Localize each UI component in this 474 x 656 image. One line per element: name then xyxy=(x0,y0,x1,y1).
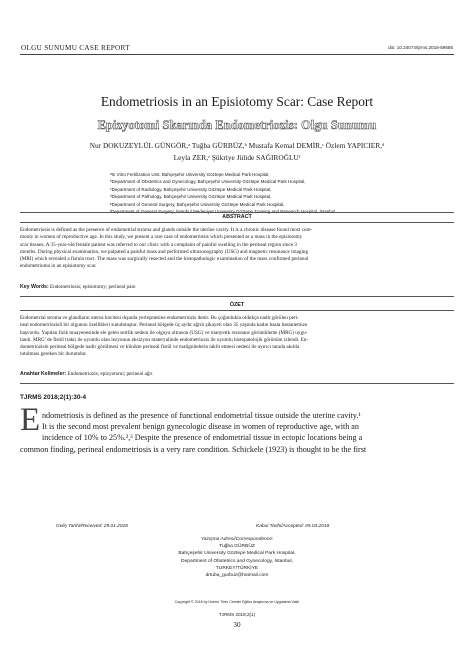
keywords-label: Key Words: xyxy=(20,284,49,290)
drop-cap: E xyxy=(20,402,41,438)
ozet-keywords xyxy=(20,371,454,377)
abstract-line: monly in women of reproductive age. In this study, we present a rare case of endometriosis which presented as a mass in the episiotomy xyxy=(20,234,303,241)
title-english: Endometriosis in an Episiotomy Scar: Case Report xyxy=(100,94,374,109)
header-rule xyxy=(20,54,454,55)
body-line: It is the second most prevalent benign gynecologic disease in women of reproductive age, with an xyxy=(42,422,359,432)
abstract-line: months. During physical examination, we palpated a painful mass and performed ultrasonography (USG) and magnetic resonance imaging xyxy=(20,248,309,255)
abstract-top-rule xyxy=(20,212,454,213)
received-date: Geliş Tarihi/Received: 29.01.2018 xyxy=(56,524,128,529)
body-paragraph xyxy=(20,410,454,455)
affiliation: ᶜDepartment of Radiology, Bahçeşehir University Göztepe Medical Park Hospital, xyxy=(110,186,272,192)
title-turkish: Epizyotomi Skarında Endometriozis: Olgu Sunumu xyxy=(97,118,377,132)
affiliation: ᵃIn Vitro Fertilization Unit, Bahçeşehir University Göztepe Medical Park Hospital, xyxy=(110,172,270,177)
ozet-bottom-rule xyxy=(20,383,454,384)
affiliation: ᵉDepartment of General Surgery, Bahçeşehir University Göztepe Medical Park Hospital, xyxy=(110,201,285,207)
ozet-heading-rule xyxy=(20,310,454,311)
ozet-line: neal endometriozisli bir olgunun özellikleri sunulmuştur. Perineal bölgede üç aydır ağrılı şikayeti olan 35 yaşında kadın hasta hastanemize xyxy=(20,322,308,329)
keywords xyxy=(20,284,454,290)
author-line-1: Nur DOKUZEYLÜL GÜNGÖR,ᵃ Tuğba GÜRBÜZ,ᵇ Mustafa Kemal DEMİR,ᶜ Özlem YAPICIER,ᵈ xyxy=(89,141,385,150)
abstract-heading: ABSTRACT xyxy=(222,214,252,220)
accepted-date: Kabul Tarihi/Accepted: 05.03.2018 xyxy=(256,524,330,529)
body-line: ndometriosis is defined as the presence of functional endometrial tissue outside the uterine cavity.¹ xyxy=(42,411,361,420)
ozet-keywords-label: Anahtar Kelimeler: xyxy=(20,371,67,377)
correspondence-name: Tuğba GÜRBÜZ xyxy=(219,544,255,550)
ozet-line: başvurdu. Yapılan fizik muayenesinde ele gelen sertlik nedeni ile olguya ultrason (USG) ve manyetik rezonans görüntüleme (MRG) uygu- xyxy=(20,329,308,336)
abstract-line: scar tissues. A 35-year-old female patient was referred to our clinic with a complaint of painful swelling in the perineal region since 3 xyxy=(20,241,297,248)
affiliation: ᶠDepartment of General Surgery, İstanbul Medeniyet University Göztepe Training and Research Hospital, İstanbul xyxy=(110,209,336,215)
keywords-value: Endometriosis; episiotomy; perineal pain xyxy=(48,284,136,290)
abstract-bottom-rule xyxy=(20,296,454,297)
affiliations xyxy=(110,171,420,215)
affiliation: ᵈDepartment of Pathology, Bahçeşehir University Göztepe Medical Park Hospital, xyxy=(110,194,272,200)
ozet-line: tutulması gereken bir durumdur. xyxy=(20,351,87,358)
page-number: 30 xyxy=(233,621,241,629)
affiliation: ᵇDepartment of Obstetrics and Gynecology, Bahçeşehir University Göztepe Medical Park Hospital, xyxy=(110,179,306,185)
correspondence-email[interactable]: drtuba_gurbuz@hotmail.com xyxy=(205,573,269,579)
abstract-body xyxy=(20,227,454,271)
correspondence-line: Bahçeşehir University Göztepe Medical Park Hospital, xyxy=(178,551,296,557)
abstract-line: (MRI) which revealed a fistula tract. The mass was surgically resected and the histopathologic examination of the mass confirmed perineal xyxy=(20,256,309,263)
author-line-2: Leyla ZER,ᵉ Şükriye Jülide SAĞIROĞLUᶠ xyxy=(173,152,301,162)
correspondence-line: TURKEY/TÜRKİYE xyxy=(215,565,259,571)
body-line: incidence of 10% to 25%.²,³ Despite the presence of endometrial tissue in ectopic locations being a xyxy=(42,433,363,443)
body-line: common finding, perineal endometriosis is a very rare condition. Schickele (1923) is thought to be the first xyxy=(20,444,367,454)
ozet-body xyxy=(20,315,454,359)
journal-citation: TJRMS 2018;2(1):30-4 xyxy=(20,394,87,401)
journal-footer: TJRMS 2018;2(1) xyxy=(218,612,256,617)
section-label: OLGU SUNUMU CASE REPORT xyxy=(21,44,130,52)
correspondence-label: Yazışma Adresi/Correspondence: xyxy=(200,537,274,542)
abstract-heading-rule xyxy=(20,222,454,223)
ozet-keywords-value: Endometriozis; epizyotomi; perineal ağrı xyxy=(66,371,153,377)
copyright: Copyright © 2018 by Üreme Tıbbı Cerrahi Eğitim Araştırma ve Uygulama Vakfı xyxy=(174,600,300,604)
ozet-heading: ÖZET xyxy=(229,302,245,308)
correspondence-block xyxy=(0,536,474,579)
doi: doi: 10.24074/tjrms.2018-59685 xyxy=(388,45,453,50)
correspondence-line: Department of Obstetrics and Gynecology, İstanbul, xyxy=(181,558,293,564)
abstract-line: endometrioma in an episiotomy scar. xyxy=(20,263,97,270)
abstract-line: Endometriosis is defined as the presence of endometrial stroma and glands outside the uterine cavity. It is a chronic disease found most com- xyxy=(20,227,313,233)
author-list xyxy=(0,140,474,163)
ozet-line: dometriozisin perineal bölgede nadir görülmesi ve klinikte perineal fistül ve malignitelerin taklit etmesi nedeni ile ayırıcı tanıda akılda xyxy=(20,344,300,351)
ozet-line: Endometrial stroma ve glandların uterus kavitesi dışında yerleşmesine endometriozis denir. Bu çoğunlukla oldukça nadir görülen peri- xyxy=(20,315,299,321)
ozet-line: landı. MRG' de fistül traktı ile uyumlu olan lezyonun eksizyon materyalinde endometriozis ile uyumlu histopatolojik görünüm izlendi. En- xyxy=(20,336,309,343)
